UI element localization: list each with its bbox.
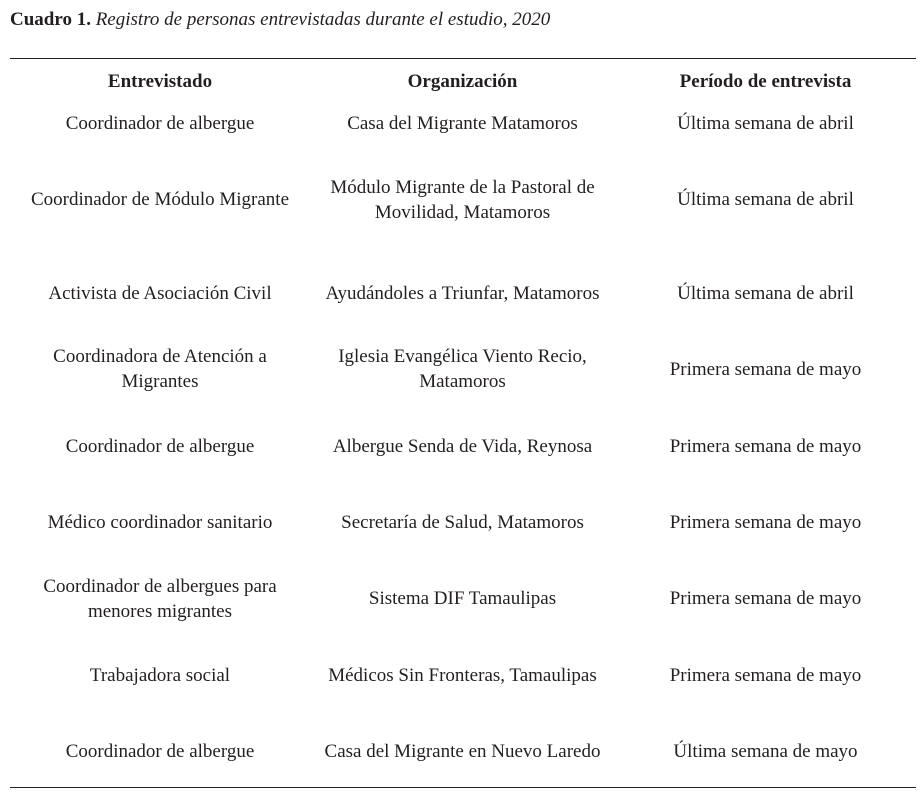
cell-entrevistado: Coordinador de albergue — [65, 435, 255, 457]
cell-entrevistado: Coordinador de albergue — [65, 740, 255, 762]
cell-entrevistado: Trabajadora social — [89, 664, 231, 686]
cell-periodo: Última semana de abril — [677, 112, 854, 134]
cell-periodo: Primera semana de mayo — [669, 435, 862, 457]
cell-periodo: Primera semana de mayo — [669, 588, 862, 609]
table-header-row — [10, 59, 916, 103]
cell-organizacion: Módulo Migrante de la Pastoral de Movilidad, Matamoros — [330, 176, 595, 223]
header-entrevistado: Entrevistado — [107, 70, 213, 92]
cell-organizacion: Secretaría de Salud, Matamoros — [341, 512, 584, 533]
cell-organizacion: Casa del Migrante en Nuevo Laredo — [324, 740, 601, 762]
table-row — [10, 331, 916, 407]
cell-periodo: Primera semana de mayo — [669, 512, 862, 533]
cell-periodo: Última semana de mayo — [673, 740, 858, 762]
cell-entrevistado: Coordinador de albergue — [65, 112, 255, 134]
cell-entrevistado: Médico coordinador sanitario — [47, 512, 273, 533]
cell-periodo: Primera semana de mayo — [669, 358, 862, 380]
header-periodo: Período de entrevista — [679, 70, 852, 92]
cell-periodo: Última semana de abril — [677, 189, 854, 210]
cell-organizacion: Ayudándoles a Triunfar, Matamoros — [325, 283, 600, 304]
cell-organizacion: Casa del Migrante Matamoros — [347, 112, 578, 134]
interviewees-table — [10, 59, 916, 789]
bottom-rule — [10, 787, 916, 788]
caption-label: Cuadro 1. — [10, 9, 91, 30]
table-row — [10, 407, 916, 485]
cell-periodo: Última semana de abril — [677, 283, 854, 304]
table-row — [10, 103, 916, 143]
table-caption — [10, 8, 550, 32]
caption-title: Registro de personas entrevistadas durante el estudio, 2020 — [95, 9, 551, 30]
table-row — [10, 256, 916, 331]
cell-entrevistado: Coordinadora de Atención a Migrantes — [53, 346, 267, 392]
cell-entrevistado: Coordinador de Módulo Migrante — [30, 189, 290, 210]
table-row — [10, 637, 916, 713]
cell-entrevistado: Activista de Asociación Civil — [48, 283, 272, 304]
cell-organizacion: Albergue Senda de Vida, Reynosa — [332, 435, 593, 457]
table-row — [10, 485, 916, 560]
cell-organizacion: Sistema DIF Tamaulipas — [368, 588, 557, 609]
cell-periodo: Primera semana de mayo — [669, 664, 862, 686]
header-organizacion: Organización — [407, 70, 518, 92]
cell-organizacion: Iglesia Evangélica Viento Recio, Matamoros — [338, 346, 587, 392]
table-row — [10, 560, 916, 637]
cell-organizacion: Médicos Sin Fronteras, Tamaulipas — [328, 664, 597, 686]
cell-entrevistado: Coordinador de albergues para menores migrantes — [43, 575, 277, 622]
table-row — [10, 713, 916, 789]
table-row — [10, 143, 916, 256]
